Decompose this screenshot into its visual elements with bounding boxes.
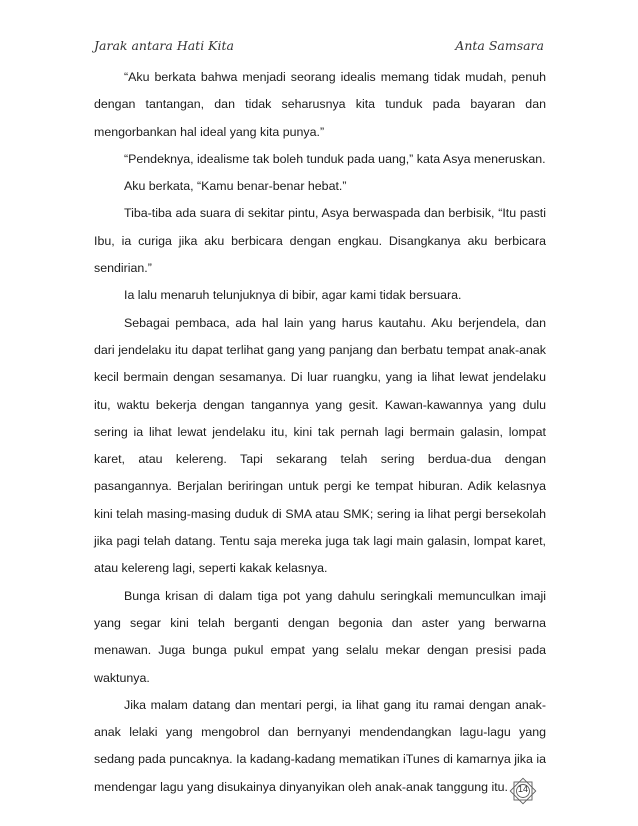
paragraph: Jika malam datang dan mentari pergi, ia lihat gang itu ramai dengan anak-anak lelaki yang mengobrol dan bernyanyi mendendangkan lagu-lagu yang sedang pada puncaknya. Ia kadang-kadang mematikan iTunes di kamarnya jika ia mendengar lagu yang disukainya dinyanyikan oleh anak-anak tanggung itu. — [94, 697, 546, 794]
paragraph: “Pendeknya, idealisme tak boleh tunduk pada uang,” kata Asya meneruskan. — [124, 151, 546, 166]
page-body — [94, 64, 546, 801]
page-header — [94, 38, 544, 58]
book-title: Jarak antara Hati Kita — [94, 38, 234, 53]
paragraph: Aku berkata, “Kamu benar-benar hebat.” — [124, 179, 347, 194]
page-number-badge — [509, 777, 537, 805]
paragraph: Sebagai pembaca, ada hal lain yang harus kautahu. Aku berjendela, dan dari jendelaku itu dapat terlihat gang yang panjang dan berbatu tempat anak-anak kecil bermain dengan sesamanya. Di luar ruangku, yang ia lihat lewat jendelaku itu, waktu bekerja dengan tangannya yang gesit. Kawan-kawannya yang dulu sering ia lihat lewat jendelaku itu, kini tak pernah lagi bermain galasin, lompat karet, atau kelereng. Tapi sekarang telah sering berdua-dua dengan pasangannya. Berjalan beriringan untuk pergi ke tempat hiburan. Adik kelasnya kini telah masing-masing duduk di SMA atau SMK; sering ia lihat pergi bersekolah jika pagi telah datang. Tentu saja mereka juga tak lagi main galasin, lompat karet, atau kelereng lagi, seperti kakak kelasnya. — [94, 315, 546, 576]
paragraph: “Aku berkata bahwa menjadi seorang idealis memang tidak mudah, penuh dengan tantangan, dan tidak seharusnya kita tunduk pada bayaran dan mengorbankan hal ideal yang kita punya.” — [94, 70, 546, 139]
author-name: Anta Samsara — [455, 38, 544, 53]
paragraph: Ia lalu menaruh telunjuknya di bibir, agar kami tidak bersuara. — [124, 288, 462, 303]
paragraph: Tiba-tiba ada suara di sekitar pintu, Asya berwaspada dan berbisik, “Itu pasti Ibu, ia curiga jika aku berbicara dengan engkau. Disangkanya aku berbicara sendirian.” — [94, 206, 546, 276]
page-number: 14 — [517, 784, 528, 794]
paragraph: Bunga krisan di dalam tiga pot yang dahulu seringkali memunculkan imaji yang segar kini telah berganti dengan begonia dan aster yang berwarna menawan. Juga bunga pukul empat yang selalu mekar dengan presisi pada waktunya. — [94, 588, 546, 685]
